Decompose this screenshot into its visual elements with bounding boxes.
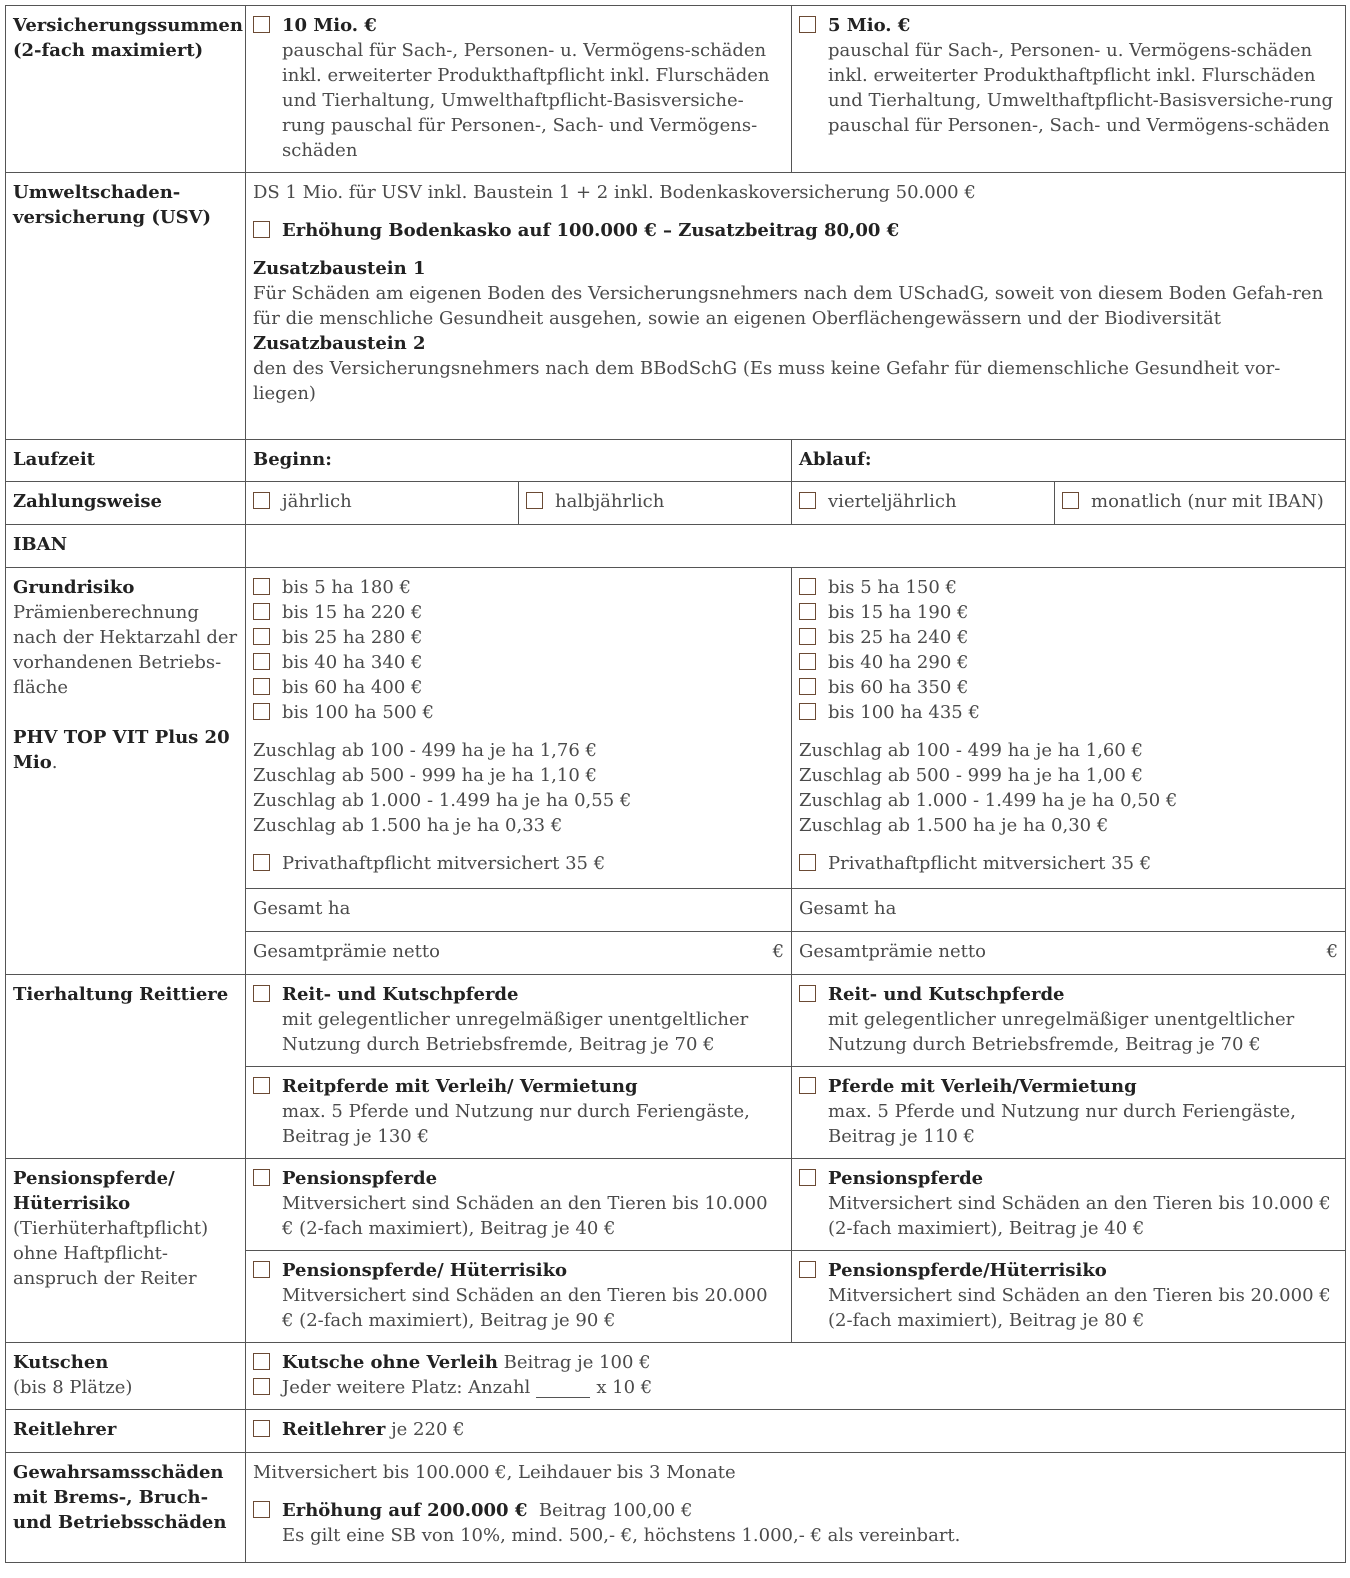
field-gesamtpraemie[interactable]: € Gesamtprämie netto: [246, 932, 792, 975]
tier-option[interactable]: bis 100 ha 435 €: [799, 700, 1338, 725]
option-reitpferde-verleih[interactable]: Reitpferde mit Verleih/ Vermietung max. 5 Pferde und Nutzung nur durch Feriengäste, Beitrag je 130 €: [253, 1074, 784, 1149]
label-pension: Pensionspferde/ Hüterrisiko: [13, 1168, 175, 1214]
plan-name: PHV TOP VIT Plus 20 Mio.: [13, 727, 230, 773]
option-reit-kutschpferde[interactable]: Reit- und Kutschpferde mit gelegentlicher unregelmäßiger unentgeltlicher Nutzung durch Betriebsfremde, Beitrag je 70 €: [253, 982, 784, 1057]
checkbox[interactable]: [1062, 492, 1079, 509]
option-privathaftpflicht[interactable]: Privathaftpflicht mitversichert 35 €: [799, 851, 1338, 876]
row-laufzeit: [6, 440, 1346, 482]
option-halbjaehrlich[interactable]: halbjährlich: [526, 489, 784, 514]
checkbox[interactable]: [253, 1169, 270, 1186]
checkbox[interactable]: [799, 628, 816, 645]
checkbox[interactable]: [799, 653, 816, 670]
checkbox[interactable]: [799, 492, 816, 509]
row-tierhaltung-1: [6, 975, 1346, 1067]
option-privathaftpflicht[interactable]: Privathaftpflicht mitversichert 35 €: [253, 851, 784, 876]
checkbox[interactable]: [799, 1261, 816, 1278]
checkbox[interactable]: [799, 1077, 816, 1094]
row-iban: [6, 525, 1346, 568]
checkbox[interactable]: [799, 16, 816, 33]
gewahrsam-mit: Mitversichert bis 100.000 €, Leihdauer bis 3 Monate: [253, 1462, 736, 1483]
zusatzbaustein-1-title: Zusatzbaustein 1: [253, 258, 426, 279]
checkbox[interactable]: [253, 492, 270, 509]
zusatzbaustein-1-text: Für Schäden am eigenen Boden des Versicherungsnehmers nach dem USchadG, soweit von diesem Boden Gefah-ren für die menschliche Gesundheit ausgehen, sowie an eigenen Oberflächengewässern und der Biodiversität: [253, 283, 1324, 329]
option-bodenkasko[interactable]: Erhöhung Bodenkasko auf 100.000 € – Zusatzbeitrag 80,00 €: [253, 218, 1338, 243]
checkbox[interactable]: [253, 578, 270, 595]
tier-option[interactable]: bis 15 ha 220 €: [253, 600, 784, 625]
option-monatlich[interactable]: monatlich (nur mit IBAN): [1062, 489, 1338, 514]
option-pensionspferde[interactable]: Pensionspferde Mitversichert sind Schäden an den Tieren bis 10.000 € (2-fach maximiert), Beitrag je 40 €: [799, 1166, 1338, 1241]
option-jaehrlich[interactable]: jährlich: [253, 489, 511, 514]
form-table: [5, 5, 1346, 1563]
checkbox[interactable]: [799, 578, 816, 595]
field-gesamt-ha[interactable]: Gesamt ha: [246, 889, 792, 932]
label-tierhaltung: Tierhaltung Reittiere: [6, 975, 246, 1159]
zusatzbaustein-2-text: den des Versicherungsnehmers nach dem BBodSchG (Es muss keine Gefahr für diemenschliche Gesundheit vor-liegen): [253, 358, 1281, 404]
checkbox[interactable]: [253, 1077, 270, 1094]
tier-option[interactable]: bis 25 ha 240 €: [799, 625, 1338, 650]
checkbox[interactable]: [253, 1261, 270, 1278]
field-gesamtpraemie[interactable]: € Gesamtprämie netto: [792, 932, 1346, 975]
option-kutsche[interactable]: Kutsche ohne Verleih Beitrag je 100 €: [253, 1350, 1338, 1375]
checkbox[interactable]: [253, 1501, 270, 1518]
checkbox[interactable]: [253, 653, 270, 670]
checkbox[interactable]: [799, 703, 816, 720]
row-reitlehrer: [6, 1410, 1346, 1453]
zuschlag-line: Zuschlag ab 1.500 ha je ha 0,30 €: [799, 815, 1109, 836]
grundrisiko-desc: Prämienberechnung nach der Hektarzahl der vorhandenen Betriebs-fläche: [13, 602, 238, 698]
insurance-form: [5, 5, 1346, 1563]
zuschlag-line: Zuschlag ab 500 - 999 ha je ha 1,00 €: [799, 765, 1143, 786]
row-versicherungssummen: [6, 6, 1346, 173]
label-kutschen-sub: (bis 8 Plätze): [13, 1377, 133, 1398]
zuschlag-line: Zuschlag ab 1.500 ha je ha 0,33 €: [253, 815, 563, 836]
tier-option[interactable]: bis 25 ha 280 €: [253, 625, 784, 650]
checkbox[interactable]: [526, 492, 543, 509]
option-10-mio[interactable]: 10 Mio. € pauschal für Sach-, Personen- u. Vermögens-schäden inkl. erweiterter Produkthaftpflicht inkl. Flurschäden und Tierhaltung, Umwelthaftpflicht-Basisversiche-rung pauschal für Personen-, Sach- und Vermögens-schäden: [253, 13, 784, 163]
row-usv: [6, 173, 1346, 440]
label-usv: Umweltschaden-versicherung (USV): [6, 173, 246, 440]
checkbox[interactable]: [253, 221, 270, 238]
checkbox[interactable]: [799, 854, 816, 871]
zuschlag-line: Zuschlag ab 1.000 - 1.499 ha je ha 0,55 €: [253, 790, 632, 811]
tier-option[interactable]: bis 100 ha 500 €: [253, 700, 784, 725]
checkbox[interactable]: [253, 1378, 270, 1395]
option-pensionspferde[interactable]: Pensionspferde Mitversichert sind Schäden an den Tieren bis 10.000 € (2-fach maximiert), Beitrag je 40 €: [253, 1166, 784, 1241]
zuschlag-line: Zuschlag ab 500 - 999 ha je ha 1,10 €: [253, 765, 597, 786]
checkbox[interactable]: [253, 678, 270, 695]
option-5-mio[interactable]: 5 Mio. € pauschal für Sach-, Personen- u. Vermögens-schäden inkl. erweiterter Produkthaftpflicht inkl. Flurschäden und Tierhaltung, Umwelthaftpflicht-Basisversiche-rung pauschal für Personen-, Sach- und Vermögens-schäden: [799, 13, 1338, 138]
label-reitlehrer: Reitlehrer: [6, 1410, 246, 1453]
checkbox[interactable]: [253, 628, 270, 645]
option-reitlehrer[interactable]: Reitlehrer je 220 €: [253, 1417, 1338, 1442]
tier-option[interactable]: bis 40 ha 340 €: [253, 650, 784, 675]
usv-ds: DS 1 Mio. für USV inkl. Baustein 1 + 2 inkl. Bodenkaskoversicherung 50.000 €: [253, 182, 976, 203]
option-weitere-plaetze[interactable]: Jeder weitere Platz: Anzahl x 10 €: [253, 1375, 1338, 1400]
tier-option[interactable]: bis 60 ha 350 €: [799, 675, 1338, 700]
zuschlag-line: Zuschlag ab 1.000 - 1.499 ha je ha 0,50 €: [799, 790, 1178, 811]
tier-option[interactable]: bis 15 ha 190 €: [799, 600, 1338, 625]
checkbox[interactable]: [253, 16, 270, 33]
tier-option[interactable]: bis 5 ha 180 €: [253, 575, 784, 600]
checkbox[interactable]: [253, 854, 270, 871]
option-erhoehung-200000[interactable]: Erhöhung auf 200.000 € Beitrag 100,00 € Es gilt eine SB von 10%, mind. 500,- €, höchstens 1.000,- € als vereinbart.: [253, 1498, 1338, 1548]
checkbox[interactable]: [799, 603, 816, 620]
option-hueterrisiko[interactable]: Pensionspferde/Hüterrisiko Mitversichert sind Schäden an den Tieren bis 20.000 € (2-fach maximiert), Beitrag je 80 €: [799, 1258, 1338, 1333]
label-pension-sub: (Tierhüterhaftpflicht) ohne Haftpflicht-anspruch der Reiter: [13, 1218, 209, 1289]
checkbox[interactable]: [253, 1353, 270, 1370]
option-vierteljaehrlich[interactable]: vierteljährlich: [799, 489, 1047, 514]
option-reit-kutschpferde[interactable]: Reit- und Kutschpferde mit gelegentlicher unregelmäßiger unentgeltlicher Nutzung durch Betriebsfremde, Beitrag je 70 €: [799, 982, 1338, 1057]
checkbox[interactable]: [253, 985, 270, 1002]
label-gewahrsam: Gewahrsamsschäden mit Brems-, Bruch- und Betriebsschäden: [6, 1453, 246, 1563]
row-zahlungsweise: [6, 482, 1346, 525]
label-laufzeit: Laufzeit: [6, 440, 246, 482]
checkbox[interactable]: [799, 1169, 816, 1186]
option-hueterrisiko[interactable]: Pensionspferde/ Hüterrisiko Mitversichert sind Schäden an den Tieren bis 20.000 € (2-fach maximiert), Beitrag je 90 €: [253, 1258, 784, 1333]
tier-option[interactable]: bis 60 ha 400 €: [253, 675, 784, 700]
checkbox[interactable]: [799, 985, 816, 1002]
tier-option[interactable]: bis 40 ha 290 €: [799, 650, 1338, 675]
zuschlag-line: Zuschlag ab 100 - 499 ha je ha 1,60 €: [799, 740, 1143, 761]
field-ablauf[interactable]: Ablauf:: [792, 440, 1346, 482]
checkbox[interactable]: [253, 1420, 270, 1437]
row-pension-1: [6, 1159, 1346, 1251]
label-zahlungsweise: Zahlungsweise: [6, 482, 246, 525]
field-gesamt-ha[interactable]: Gesamt ha: [792, 889, 1346, 932]
label-kutschen: Kutschen: [13, 1352, 109, 1373]
label-grundrisiko: Grundrisiko: [13, 577, 135, 598]
row-gewahrsam: [6, 1453, 1346, 1563]
row-grundrisiko: [6, 568, 1346, 889]
row-kutschen: [6, 1343, 1346, 1410]
zusatzbaustein-2-title: Zusatzbaustein 2: [253, 333, 426, 354]
checkbox[interactable]: [253, 703, 270, 720]
tier-option[interactable]: bis 5 ha 150 €: [799, 575, 1338, 600]
zuschlag-line: Zuschlag ab 100 - 499 ha je ha 1,76 €: [253, 740, 597, 761]
field-beginn[interactable]: Beginn:: [246, 440, 792, 482]
label-versicherungssummen: Versicherungssummen (2-fach maximiert): [6, 6, 246, 173]
checkbox[interactable]: [253, 603, 270, 620]
field-iban[interactable]: [246, 525, 1346, 568]
option-pferde-verleih[interactable]: Pferde mit Verleih/Vermietung max. 5 Pferde und Nutzung nur durch Feriengäste, Beitrag je 110 €: [799, 1074, 1338, 1149]
checkbox[interactable]: [799, 678, 816, 695]
anzahl-field[interactable]: [536, 1379, 590, 1398]
label-iban: IBAN: [6, 525, 246, 568]
